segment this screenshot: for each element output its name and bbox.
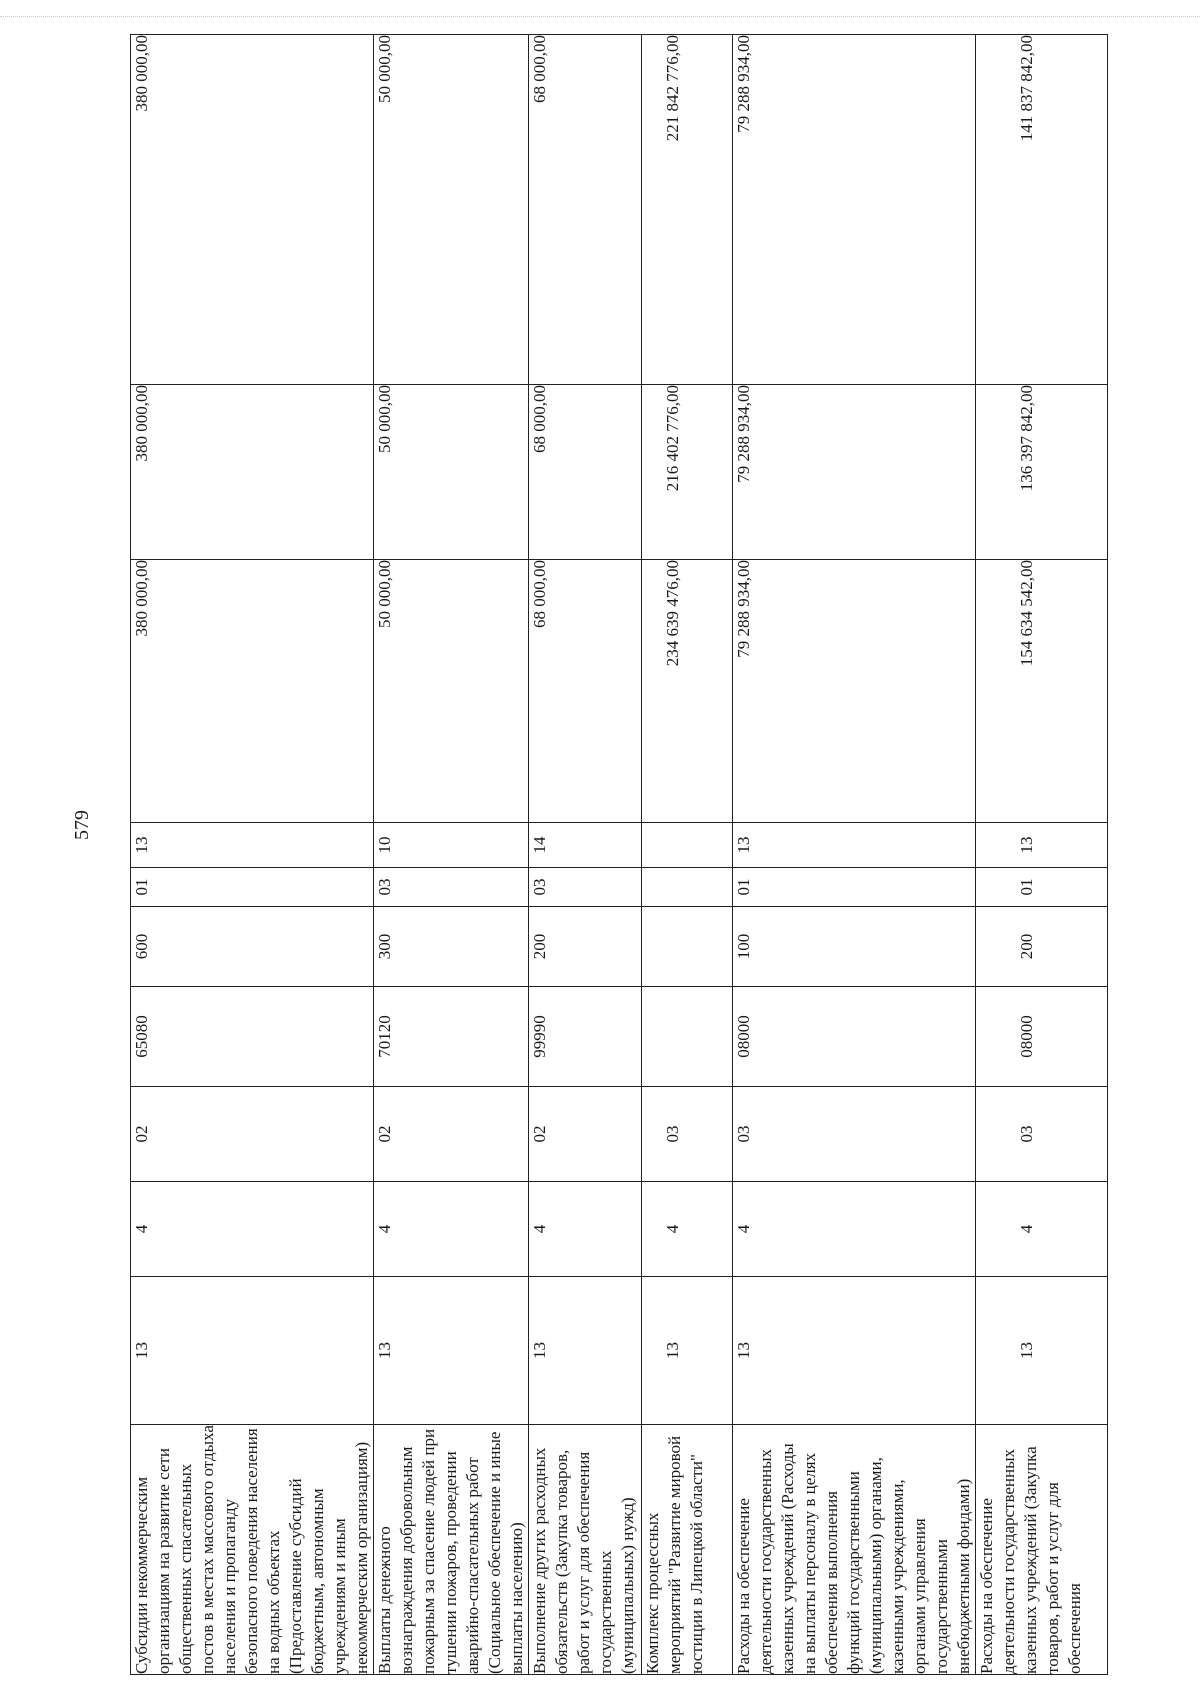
row-description: Комплекс процессных мероприятий "Развитие мировой юстиции в Липецкой области" [642, 1425, 733, 1675]
row-description: Расходы на обеспечение деятельности государственных казенных учреждений (Закупка товаров, работ и услуг для обеспечения [976, 1425, 1108, 1675]
amount-2: 68 000,00 [529, 385, 642, 560]
amount-1: 68 000,00 [529, 560, 642, 823]
code-1: 13 [374, 1277, 529, 1425]
code-4: 70120 [374, 987, 529, 1087]
code-5: 600 [131, 907, 374, 987]
code-6: 01 [131, 868, 374, 907]
code-7 [642, 823, 733, 868]
row-description: Выплаты денежного вознаграждения добровольным пожарным за спасение людей при тушении пожаров, проведении аварийно-спасательных работ (Социальное обеспечение и иные выплаты населению) [374, 1425, 529, 1675]
amount-1: 234 639 476,00 [642, 560, 733, 823]
code-6 [642, 868, 733, 907]
code-7: 13 [131, 823, 374, 868]
code-3: 02 [374, 1087, 529, 1182]
amount-1: 154 634 542,00 [976, 560, 1108, 823]
code-2: 4 [976, 1182, 1108, 1277]
code-2: 4 [529, 1182, 642, 1277]
amount-3: 221 842 776,00 [642, 35, 733, 385]
code-5: 100 [733, 907, 976, 987]
code-4: 08000 [976, 987, 1108, 1087]
code-3: 02 [131, 1087, 374, 1182]
code-6: 01 [733, 868, 976, 907]
code-7: 13 [733, 823, 976, 868]
code-5 [642, 907, 733, 987]
code-5: 300 [374, 907, 529, 987]
code-4: 08000 [733, 987, 976, 1087]
code-5: 200 [976, 907, 1108, 987]
code-5: 200 [529, 907, 642, 987]
amount-3: 141 837 842,00 [976, 35, 1108, 385]
code-6: 03 [529, 868, 642, 907]
code-1: 13 [733, 1277, 976, 1425]
code-6: 03 [374, 868, 529, 907]
table-row [642, 35, 733, 1675]
code-1: 13 [529, 1277, 642, 1425]
code-2: 4 [374, 1182, 529, 1277]
code-3: 03 [976, 1087, 1108, 1182]
amount-1: 380 000,00 [131, 560, 374, 823]
code-6: 01 [976, 868, 1108, 907]
code-1: 13 [976, 1277, 1108, 1425]
table-row [529, 35, 642, 1675]
amount-1: 79 288 934,00 [733, 560, 976, 823]
scan-edge-line [0, 16, 1200, 17]
amount-2: 50 000,00 [374, 385, 529, 560]
table-row [733, 35, 976, 1675]
rotated-page-content [130, 35, 1090, 1675]
code-3: 03 [733, 1087, 976, 1182]
code-7: 10 [374, 823, 529, 868]
amount-3: 68 000,00 [529, 35, 642, 385]
code-7: 13 [976, 823, 1108, 868]
code-7: 14 [529, 823, 642, 868]
row-description: Субсидии некоммерческим организациям на развитие сети общественных спасательных постов в местах массового отдыха населения и пропаганду безопасного поведения населения на водных объектах (Предоставление субсидий бюджетным, автономным учреждениям и иным некоммерческим организациям) [131, 1425, 374, 1675]
row-description: Расходы на обеспечение деятельности государственных казенных учреждений (Расходы на выплаты персоналу в целях обеспечения выполнения функций государственными (муниципальными) органами, казенными учреждениями, органами управления государственными внебюджетными фондами) [733, 1425, 976, 1675]
amount-2: 380 000,00 [131, 385, 374, 560]
page-number: 579 [71, 810, 93, 840]
code-2: 4 [131, 1182, 374, 1277]
code-4: 99990 [529, 987, 642, 1087]
code-1: 13 [131, 1277, 374, 1425]
amount-2: 216 402 776,00 [642, 385, 733, 560]
code-1: 13 [642, 1277, 733, 1425]
amount-3: 380 000,00 [131, 35, 374, 385]
table-row [976, 35, 1108, 1675]
row-description: Выполнение других расходных обязательств (Закупка товаров, работ и услуг для обеспечения государственных (муниципальных) нужд) [529, 1425, 642, 1675]
amount-3: 50 000,00 [374, 35, 529, 385]
amount-2: 136 397 842,00 [976, 385, 1108, 560]
code-2: 4 [733, 1182, 976, 1277]
code-4: 65080 [131, 987, 374, 1087]
amount-3: 79 288 934,00 [733, 35, 976, 385]
amount-1: 50 000,00 [374, 560, 529, 823]
table-row [131, 35, 374, 1675]
code-3: 02 [529, 1087, 642, 1182]
table-body [131, 35, 1108, 1675]
code-4 [642, 987, 733, 1087]
code-2: 4 [642, 1182, 733, 1277]
amount-2: 79 288 934,00 [733, 385, 976, 560]
table-row [374, 35, 529, 1675]
code-3: 03 [642, 1087, 733, 1182]
budget-table [130, 34, 1108, 1675]
